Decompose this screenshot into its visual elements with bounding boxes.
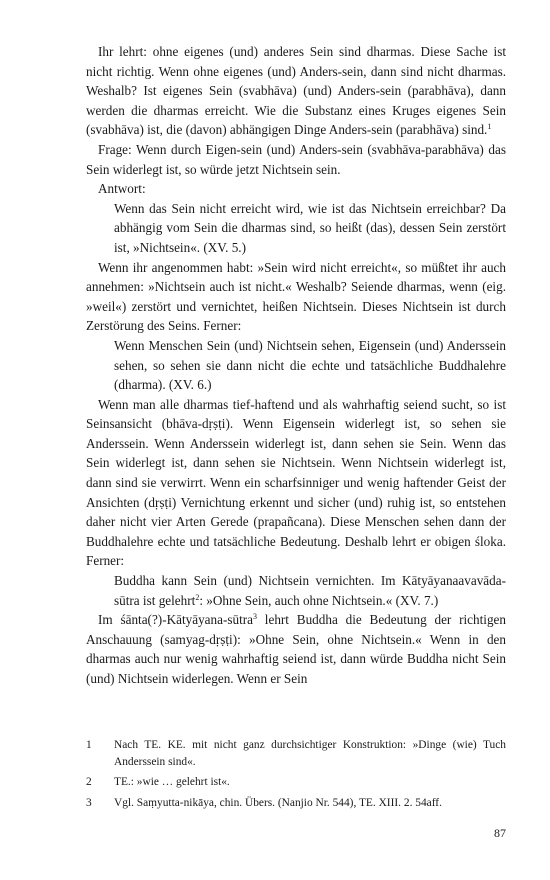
footnote-text: Nach TE. KE. mit nicht ganz durchsichtiger Konstruktion: »Dinge (wie) Tuch Anderssein sind«. [114, 739, 506, 768]
footnotes [86, 737, 506, 815]
footnote-text: Vgl. Saṃyutta-nikāya, chin. Übers. (Nanjio Nr. 544), TE. XIII. 2. 54aff. [114, 796, 442, 809]
footnote-number: 3 [86, 796, 92, 809]
footnote [86, 737, 506, 770]
footnote-ref[interactable]: 3 [253, 612, 257, 622]
footnote [86, 795, 506, 812]
main-text [86, 42, 506, 689]
footnote-number: 1 [86, 739, 92, 751]
paragraph: Im śānta(?)-Kātyāyana-sūtra$^3$ lehrt Buddha die Bedeutung der richtigen Anschauung (samyag-dṛṣṭi): »Ohne Sein, ohne Nichtsein.« Wenn in den dharmas auch nur wenig wahrhaftig seiend ist, dann würde Buddha nicht Sein (und) Nichtsein widerlegen. Wenn er Sein [86, 612, 506, 686]
verse-quote: Buddha kann Sein (und) Nichtsein vernichten. Im Kātyāyanaavavāda-sūtra ist gelehrt$^2$: »Ohne Sein, auch ohne Nichtsein.« (XV. 7.) [114, 573, 506, 608]
paragraph: Wenn ihr angenommen habt: »Sein wird nicht erreicht«, so müßtet ihr auch annehmen: »Nichtsein auch ist nicht.« Weshalb? Seiende dharmas, wenn (eig. »weil«) zerstört und vernichtet, heißen Nichtsein. Dieses Nichtsein ist durch Zerstörung des Seins. Ferner: [86, 259, 506, 334]
paragraph: Frage: Wenn durch Eigen-sein (und) Anders-sein (svabhāva-parabhāva) das Sein widerlegt ist, so würde jetzt Nichtsein sein. [86, 141, 506, 177]
answer-label: Antwort: [98, 181, 146, 197]
verse-quote: Wenn Menschen Sein (und) Nichtsein sehen, Eigensein (und) Anderssein sehen, so sehen sie dann nicht die echte und tatsächliche Buddhalehre (dharma). (XV. 6.) [114, 337, 506, 393]
paragraph: Wenn man alle dharmas tief-haftend und als wahrhaftig seiend sucht, so ist Seinsansicht (bhāva-dṛṣṭi). Wenn Eigensein widerlegt ist, so sehen sie Anderssein. Wenn Anderssein widerlegt ist, dann sehen sie Sein. Wenn das Sein widerlegt ist, dann sehen sie Nichtsein. Wenn Nichtsein widerlegt ist, dann sind sie verwirrt. Wenn ein scharfsinniger und wenig haftender Geist der Ansichten (dṛṣṭi) Vernichtung erkennt und sicher (und) ruhig ist, so entstehen daher nicht vier Arten Gerede (prapañcana). Diese Menschen sehen dann der Buddhalehre echte und tatsächliche Bedeutung. Deshalb lehrt er obigen śloka. Ferner: [86, 396, 506, 569]
footnote-text: TE.: »wie … gelehrt ist«. [114, 776, 230, 788]
footnote-ref[interactable]: 1 [487, 122, 492, 132]
verse-quote: Wenn das Sein nicht erreicht wird, wie ist das Nichtsein erreichbar? Da abhängig vom Sein die dharmas sind, so heißt (das), dessen Sein zerstört ist, »Nichtsein«. (XV. 5.) [114, 200, 506, 255]
page-number: 87 [494, 826, 506, 840]
footnote-number: 2 [86, 776, 92, 788]
footnote [86, 774, 506, 791]
paragraph: Ihr lehrt: ohne eigenes (und) anderes Sein sind dharmas. Diese Sache ist nicht richtig. Wenn ohne eigenes (und) Anders-sein, dann sind nicht dharmas. Weshalb? Ist eigenes Sein (svabhāva) (und) Anders-sein (parabhāva), dann werden die dharmas erreicht. Wie die Substanz eines Kruges eigenes Sein (svabhāva) ist, die (davon) abhängigen Dinge Anders-sein (parabhāva) sind.$^1$ [86, 44, 506, 138]
footnote-ref[interactable]: 2 [195, 592, 200, 602]
